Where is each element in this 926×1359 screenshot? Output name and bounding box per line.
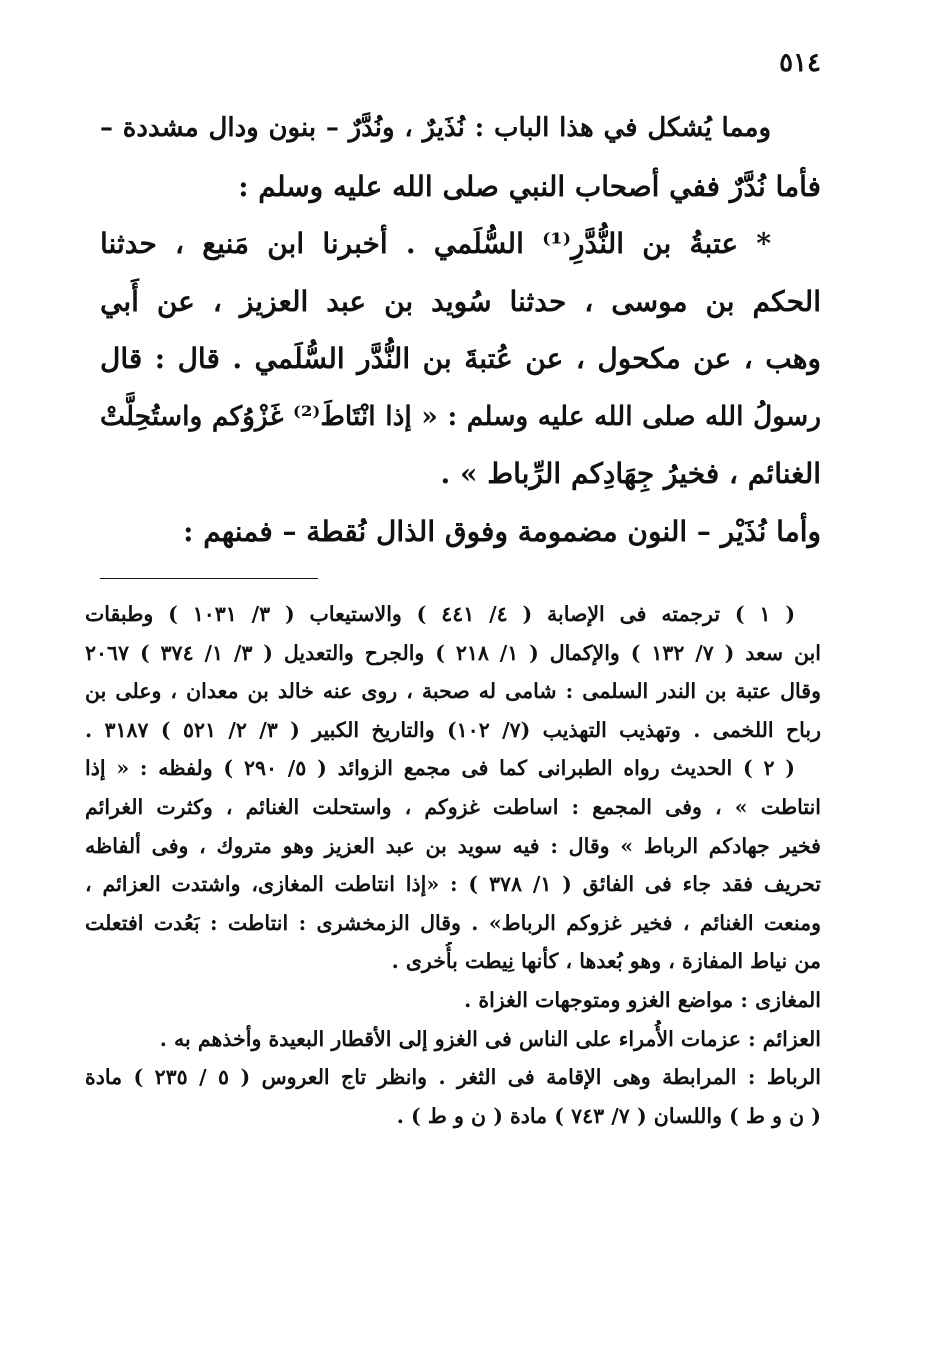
main-text-line: رسولُ الله صلى الله عليه وسلم : « إذا انْتَاطَ⁽²⁾ غَزْوُكم واستُحِلَّتْ <box>100 400 821 432</box>
footnote-line: المغازى : مواضع الغزو ومتوجهات الغزاة . <box>464 987 821 1012</box>
main-text-line: وأما نُذَيْر – النون مضمومة وفوق الذال نُقطة – فمنهم : <box>183 514 821 548</box>
footnote-line: وقال عتبة بن الندر السلمى : شامى له صحبة ، روى عنه خالد بن معدان ، وعلى بن <box>85 679 821 704</box>
footnote-line: تحريف فقد جاء فى الفائق ( ١/ ٣٧٨ ) : «إذا انتاطت المغازى، واشتدت العزائم ، <box>85 872 821 897</box>
footnote-line: ( ١ ) ترجمته فى الإصابة ( ٤/ ٤٤١ ) والاستيعاب ( ٣/ ١٠٣١ ) وطبقات <box>85 602 796 626</box>
footnote-line: ابن سعد ( ٧/ ١٣٢ ) والإكمال ( ١/ ٢١٨ ) والجرح والتعديل ( ٣/ ١/ ٣٧٤ ) ٢٠٦٧ <box>85 640 821 665</box>
page-number: ٥١٤ <box>779 48 821 78</box>
footnote-line: العزائم : عزمات الأُمراء على الناس فى الغزو إلى الأقطار البعيدة وأخذهم به . <box>159 1026 821 1051</box>
footnote-line: ( ٢ ) الحديث رواه الطبرانى كما فى مجمع الزوائد ( ٥/ ٢٩٠ ) ولفظه : « إذا <box>85 756 796 781</box>
footnote-line: انتاطت » ، وفى المجمع : اساطت غزوكم ، واستحلت الغنائم ، وكثرت الغرائم <box>85 794 821 819</box>
footnote-line: ( ن و ط ) واللسان ( ٧/ ٧٤٣ ) مادة ( ن و ط ) . <box>396 1103 821 1128</box>
footnote-line: من نياط المفازة ، وهو بُعدها ، كأنها نِيطت بأُخرى . <box>391 949 821 974</box>
footnote-line: الرباط : المرابطة وهى الإقامة فى الثغر . وانظر تاج العروس ( ٥ / ٢٣٥ ) مادة <box>85 1065 821 1090</box>
main-text-block <box>100 100 821 560</box>
main-text-line: ومما يُشكل في هذا الباب : نُذَيرٌ ، ونُدَّرٌ – بنون ودال مشددة – <box>100 113 771 143</box>
main-text-line: فأما نُدَّرٌ ففي أصحاب النبي صلى الله عليه وسلم : <box>238 169 821 203</box>
footnote-line: فخير جهادكم الرباط » وقال : فيه سويد بن عبد العزيز وهو متروك ، وفى ألفاظه <box>85 833 821 858</box>
main-text-line: الغنائم ، فخيرُ جِهَادِكم الرِّباط » . <box>440 457 821 490</box>
footnote-line: ومنعت الغنائم ، فخير غزوكم الرباط» . وقال الزمخشرى : انتاطت : بَعُدت افتعلت <box>85 910 821 935</box>
footnote-separator <box>100 578 318 579</box>
main-text-line: * عتبةُ بن النُّدَّرِ⁽¹⁾ السُّلَمي . أخبرنا ابن مَنيع ، حدثنا <box>100 227 771 260</box>
main-text-line: وهب ، عن مكحول ، عن عُتبةَ بن النُّدَّر السُّلَمي . قال : قال <box>100 342 821 375</box>
footnote-line: رباح اللخمى . وتهذيب التهذيب (٧/ ١٠٢) والتاريخ الكبير ( ٣/ ٢/ ٥٢١ ) ٣١٨٧ . <box>85 717 821 742</box>
footnotes-block <box>85 595 821 1135</box>
main-text-line: الحكم بن موسى ، حدثنا سُويد بن عبد العزيز ، عن أَبي <box>100 284 821 318</box>
